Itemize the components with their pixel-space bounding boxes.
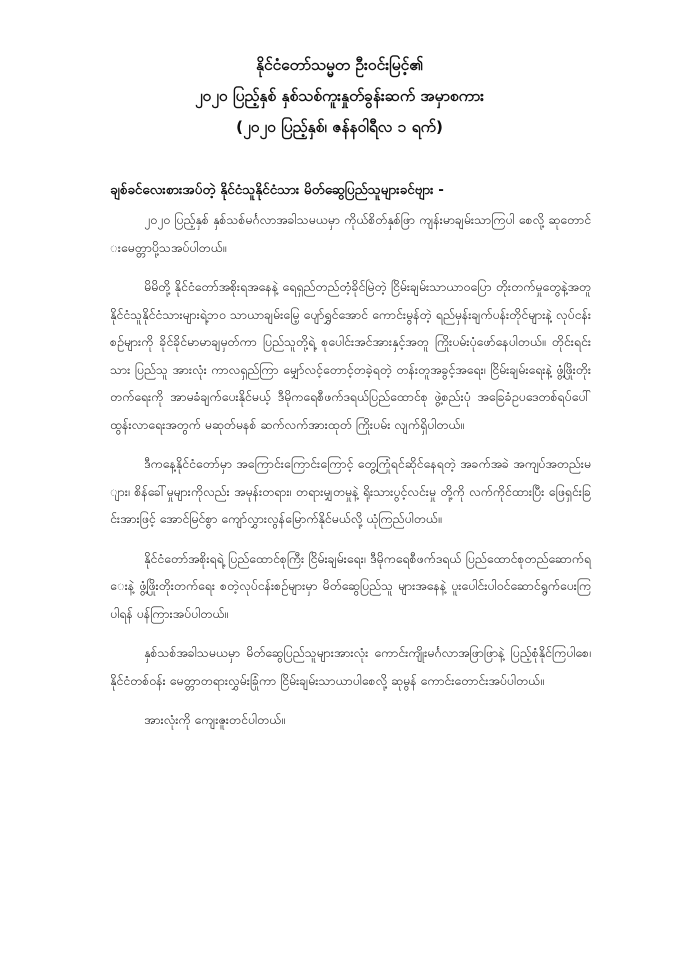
paragraph-1: ၂၀၂၀ ပြည့်နှစ် နှစ်သစ်မင်္ဂလာအခါသမယမှာ ကိုယ်စိတ်နှစ်ဖြာ ကျန်းမာချမ်းသာကြပါ စေလို့ ဆုတောင်းမေတ္တာပို့သအပ်ပါတယ်။ bbox=[110, 212, 591, 255]
document-title bbox=[0, 50, 679, 143]
paragraph-3: ဒီကနေ့နိုင်ငံတော်မှာ အကြောင်းကြောင်းကြောင့် တွေ့ကြုံရင်ဆိုင်နေရတဲ့ အခက်အခဲ အကျပ်အတည်းများ၊ စိန်ခေါ်မှုများကိုလည်း အမုန်းတရား၊ တရားမျှတမှုနဲ့ ရိုးသားပွင့်လင်းမှု တို့ကို လက်ကိုင်ထားပြီး ဖြေရှင်းခြင်းအားဖြင့် အောင်မြင်စွာ ကျော်လွှားလွန်မြောက်နိုင်မယ်လို့ ယုံကြည်ပါတယ်။ bbox=[110, 456, 591, 526]
paragraph-5: နှစ်သစ်အခါသမယမှာ မိတ်ဆွေပြည်သူများအားလုံး ကောင်းကျိုးမင်္ဂလာအဖြာဖြာနဲ့ ပြည့်စုံနိုင်ကြပါစေ၊ နိုင်ငံတစ်ဝန်း မေတ္တာတရားလွှမ်းခြုံကာ ငြိမ်းချမ်းသာယာပါစေလို့ ဆုမွန် ကောင်းတောင်းအပ်ပါတယ်။ bbox=[110, 645, 591, 688]
paragraph-closing: အားလုံးကို ကျေးဇူးတင်ပါတယ်။ bbox=[144, 712, 285, 727]
paragraph-2: မိမိတို့ နိုင်ငံတော်အစိုးရအနေနဲ့ ရေရှည်တည်တံ့ခိုင်မြဲတဲ့ ငြိမ်းချမ်းသာယာဝပြော တိုးတက်မှုတွေနဲ့အတူ နိုင်ငံသူနိုင်ငံသားများရဲ့ဘဝ သာယာချမ်းမြေ့ ပျော်ရွှင်အောင် ကောင်းမွန်တဲ့ ရည်မှန်းချက်ပန်းတိုင်များနဲ့ လုပ်ငန်းစဉ်များကို ခိုင်ခိုင်မာမာချမှတ်ကာ ပြည်သူတို့ရဲ့ စုပေါင်းအင်အားနှင့်အတူ ကြိုးပမ်းပုံဖော်နေပါတယ်။ တိုင်းရင်းသား ပြည်သူ အားလုံး ကာလရှည်ကြာ မျှော်လင့်တောင့်တခဲ့ရတဲ့ တန်းတူအခွင့်အရေး၊ ငြိမ်းချမ်းရေးနဲ့ ဖွံ့ဖြိုးတိုးတက်ရေးကို အာမခံချက်ပေးနိုင်မယ့် ဒီမိုကရေစီဖက်ဒရယ်ပြည်ထောင်စု ဖွဲ့စည်းပုံ အခြေခံဥပဒေတစ်ရပ်ပေါ်ထွန်းလာရေးအတွက် မဆုတ်မနစ် ဆက်လက်အားထုတ် ကြိုးပမ်း လျက်ရှိပါတယ်။ bbox=[110, 279, 591, 432]
title-line-date: (၂၀၂၀ ပြည့်နှစ်၊ ဇန်နဝါရီလ ၁ ရက်) bbox=[236, 118, 443, 136]
title-line-new-year-message: ၂၀၂၀ ပြည့်နှစ် နှစ်သစ်ကူးနှုတ်ခွန်းဆက် အမှာစကား bbox=[194, 87, 485, 105]
paragraph-4: နိုင်ငံတော်အစိုးရရဲ့ ပြည်ထောင်စုကြီး ငြိမ်းချမ်းရေး၊ ဒီမိုကရေစီဖက်ဒရယ် ပြည်ထောင်စုတည်ဆောက်ရေးနဲ့ ဖွံ့ဖြိုးတိုးတက်ရေး စတဲ့လုပ်ငန်းစဉ်များမှာ မိတ်ဆွေပြည်သူ များအနေနဲ့ ပူးပေါင်းပါဝင်ဆောင်ရွက်ပေးကြပါရန် ပန်ကြားအပ်ပါတယ်။ bbox=[110, 550, 591, 621]
salutation: ချစ်ခင်လေးစားအပ်တဲ့ နိုင်ငံသူနိုင်ငံသား မိတ်ဆွေပြည်သူများခင်ဗျား - bbox=[110, 182, 444, 198]
document-body bbox=[110, 176, 591, 746]
title-line-president: နိုင်ငံတော်သမ္မတ ဦးဝင်းမြင့်၏ bbox=[255, 56, 424, 74]
